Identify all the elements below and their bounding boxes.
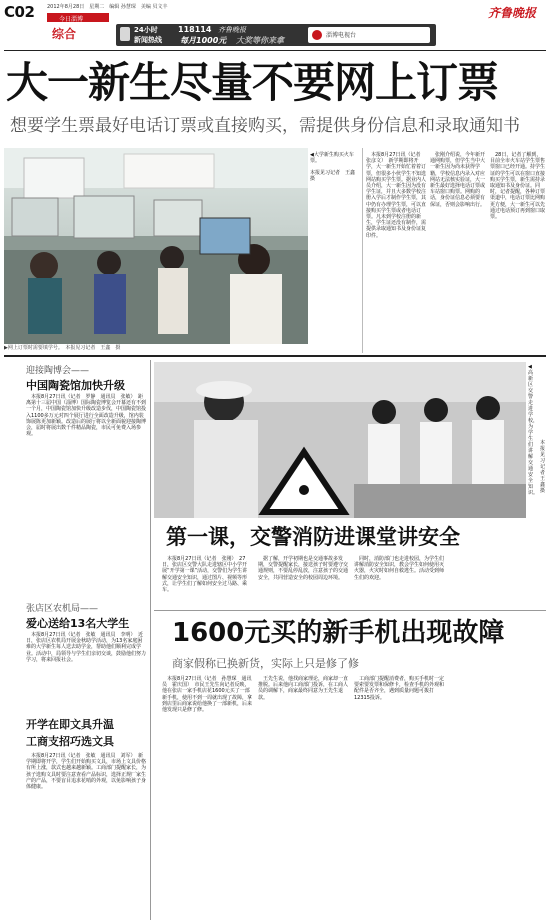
story3-column-2 [258, 676, 348, 701]
story1-column-2 [430, 152, 486, 208]
masthead-rule [4, 50, 546, 51]
hotline-text: 大奖等你来拿 [236, 36, 284, 45]
story2-column-1 [162, 556, 252, 593]
story1-column-1 [366, 152, 426, 239]
classroom-illustration [154, 362, 526, 518]
brief2-title: 爱心送给13名大学生 [26, 617, 130, 630]
hotline-number: 118114 [178, 25, 212, 34]
brief3-title-2: 工商支招巧选文具 [26, 735, 114, 748]
tv-ad [308, 27, 430, 43]
story1-side-byline: 本报见习记者 王鑫 摄 [310, 170, 361, 182]
brief1-text: 本报8月27日讯（记者 罗静 通讯员 张敏） 距离第十三届中国（淄博）国际陶瓷博览会开幕还有不到一个月，中国陶瓷馆加快升级改造步伐，中国陶瓷馆投入1100多万元对四个展厅进行全面改造升级，馆内装饰展陈更加新颖。改造后的展厅将以全新面貌迎接陶博会，届时将展出数千件精品陶瓷，市民可免费入场参观。 [26, 394, 147, 438]
newspaper-logo: 齐鲁晚报 [488, 6, 537, 20]
brief3-title-1: 开学在即文具升温 [26, 718, 114, 731]
story1-col1-text: 本报8月27日讯（记者 张彦文） 新学期即将开学，大一新生开始忙着着订票，但很多小伙学生不知选网站购买学生票。据业内人员介绍，大一新生因为没有学生证，并且大多数学校注册入学后才制作学生票，其中仍有办理学生票，可以直接购买学生票或者电话订票。凡未到学校注册的新生，学生证还没有制作，需提供录取通知书及身份证复印件。 [366, 152, 427, 239]
story2-col1-text: 本报8月27日讯（记者 张刚） 27日，张店区交警大队走进辖区中小学开展“开学第一课”活动，交警们为学生讲解交通安全知识，通过图片、视频等形式，让学生们了解如何安全过马路、乘车。 [162, 556, 248, 594]
story2-headline: 第一课，交警消防进课堂讲安全 [166, 525, 460, 549]
date-line: 2012年8月28日 星期二 编辑 孙慧琛 美编 贝文丰 [47, 4, 168, 10]
story1-column-divider-1 [362, 148, 363, 353]
story3-col1-text: 本报8月27日讯（记者 孙慧琛 通讯员 霍庆国） 市民王先生向记者反映，他在张店一家手机店花1600元买了一部新手机，使用不到一周就出现了故障，拿到店里后商家说给他换了一部新机，后来他发现只是修了修。 [162, 676, 253, 714]
brief3-text: 本报8月27日讯（记者 张敏 通讯员 刘军） 新学期即将开学，学生们开始购买文具，市场上文具价格有所上涨，款式也越来越新颖。工商部门提醒家长，为孩子选购文具时要注意查看产品标识，选择正规厂家生产的产品，不要盲目追求花哨的外观，以免影响孩子身体健康。 [26, 753, 147, 791]
ticket-photo-caption: ▶网上订票时需要填学号。 本报见习记者 王鑫 摄 [4, 345, 121, 351]
story3-column-1 [162, 676, 252, 713]
story2-side-byline: 本报见习记者 王鑫 摄 [540, 440, 550, 494]
story1-subtitle: 想要学生票最好电话订票或直接购买，需提供身份信息和录取通知书 [10, 116, 520, 136]
hotline-brand: 齐鲁晚报 [218, 26, 246, 34]
tv-ad-text: 淄博电视台 [326, 32, 357, 39]
story2-column-2 [258, 556, 348, 581]
hotline-label: 新闻热线 [134, 36, 162, 44]
story3-subtitle: 商家假称已换新货，实际上只是修了修 [172, 657, 359, 670]
story2-col2-text: 据了解，开学初期也是交通事故多发期，交警提醒家长，接送孩子时要遵守交通规则，不要乱停乱放，注意孩子的交通安全，共同营造安全的校园周边环境。 [258, 556, 349, 581]
story2-column-3 [354, 556, 444, 581]
brief3-body [26, 753, 146, 790]
section-tag [47, 13, 109, 22]
brief1-column-label: 迎接陶博会—— [26, 366, 90, 376]
story3-headline: 1600元买的新手机出现故障 [172, 618, 505, 648]
left-column-divider [150, 360, 151, 920]
story2-col3-text: 同时，消防部门也走进校园，为学生们讲解消防安全知识，教会学生如何使用灭火器，火灾时如何自救逃生。活动受到师生们的欢迎。 [354, 556, 445, 581]
section-tag-label: 今日淄博 [59, 16, 84, 23]
page-number: C02 [4, 3, 35, 21]
ticket-office-photo [4, 148, 308, 344]
story1-column-3 [490, 152, 546, 220]
hotline-24: 24小时 [134, 26, 158, 34]
story3-col3-text: 工商部门提醒消费者，购买手机时一定要索要发票和保修卡，检查手机的外观和配件是否齐全，遇到质量问题可拨打12315投诉。 [354, 676, 445, 701]
tv-logo-icon [312, 30, 322, 40]
story2-bottom-rule [154, 610, 546, 611]
story3-col2-text: 王先生说，他找商家理论，商家却一直推脱。后来他向工商部门投诉，在工商人员的调解下，商家最终同意为王先生退款。 [258, 676, 349, 701]
section-title: 综合 [52, 27, 77, 41]
brief2-column-label: 张店区农机局—— [26, 604, 99, 614]
hotline-banner [116, 24, 436, 46]
brief2-text: 本报8月27日讯（记者 张敏 通讯员 李明） 近日，张店区农机局开展金秋助学活动，为13名家庭困难的大学新生每人送去助学金，帮助他们顺利完成学业。活动中，局领导与学生们亲切交谈，鼓励他们努力学习，将来回报社会。 [26, 632, 147, 663]
story1-col2-text: 张刚介绍说，今年新开通网购票，但学生当中大一新生因为尚未获得学籍，学校信息内录入对应网站无法核实验证，大一新生最好选择电话订票或车站窗口购票。网购的话，身份证信息必须要有保证，否则会影响出行。 [430, 152, 486, 208]
brief1-body [26, 394, 146, 437]
brief2-body [26, 632, 146, 663]
story1-bottom-rule [4, 355, 546, 357]
ticket-office-illustration [4, 148, 308, 344]
traffic-police-photo [154, 362, 526, 518]
story1-headline: 大一新生尽量不要网上订票 [6, 58, 499, 107]
story1-side-caption: ◀大学新生购买火车票。 [310, 152, 354, 164]
story3-column-3 [354, 676, 444, 701]
brief1-title: 中国陶瓷馆加快升级 [26, 379, 125, 392]
phone-icon [120, 27, 130, 41]
story1-col3-text: 28日，记者了解到，目前全市火车站学生票售票窗口已经开通。持学生证的学生可以在窗口直接购买学生票，新生需持录取通知书及身份证。同时，记者提醒，各种订票渠道中，电话订票比网购更方便，大一新生可以先通过电话预订再到窗口取票。 [490, 152, 546, 221]
story2-side-caption: ◀高新区交警走进学校，为学生们讲解交通安全知识。 [528, 364, 539, 496]
hotline-prize: 每月1000元 [180, 36, 227, 45]
